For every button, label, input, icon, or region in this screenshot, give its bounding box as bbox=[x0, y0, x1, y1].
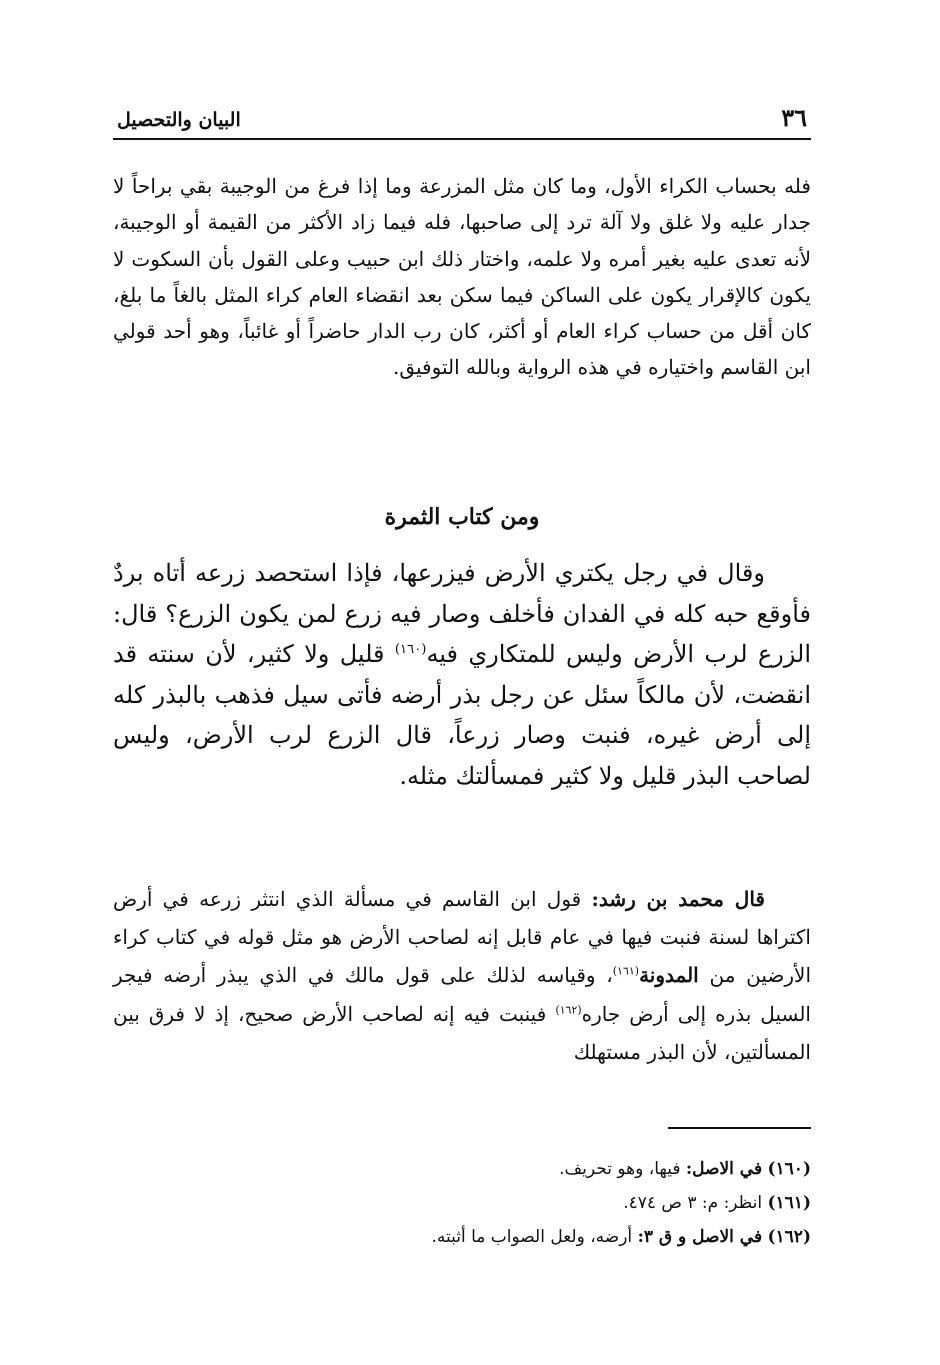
ibn-rushd-text-1: قول ابن القاسم في مسألة الذي انتثر زرعه في أرض اكتراها لسنة فنبت فيها في عام قابل إنه لصاحب الأرض هو مثل قوله في كتاب كراء الأرضين من bbox=[113, 887, 812, 988]
book-title: البيان والتحصيل bbox=[117, 109, 241, 131]
footnote-bold: في الاصل و ق ٣: bbox=[637, 1227, 763, 1247]
footnote-number: (١٦١) bbox=[767, 1193, 811, 1213]
footnote-number: (١٦٠) bbox=[767, 1159, 811, 1179]
ibn-rushd-lead: قال محمد بن رشد: bbox=[591, 887, 765, 911]
section-heading: ومن كتاب الثمرة bbox=[384, 504, 540, 530]
footnote-ref-162[interactable]: (١٦٢) bbox=[555, 1002, 582, 1016]
footnote-text: انظر: م: ٣ ص ٤٧٤. bbox=[623, 1193, 768, 1213]
ibn-rushd-paragraph bbox=[113, 880, 811, 1071]
thamra-paragraph bbox=[113, 553, 811, 797]
footnote-bold: في الاصل: bbox=[685, 1159, 763, 1179]
ibn-rushd-text-2: ، وقياسه لذلك على قول مالك في الذي يبذر أرضه فيجر السيل بذره إلى أرض جاره bbox=[113, 963, 811, 1026]
footnotes bbox=[113, 1152, 811, 1254]
thamra-text-2: قليل ولا كثير، لأن سنته قد انقضت، لأن مالكاً سئل عن رجل بذر أرضه فأتى سيل فذهب بالبذر كله إلى أرض غيره، فنبت وصار زرعاً، قال الزرع لرب الأرض، وليس لصاحب البذر قليل ولا كثير فمسألتك مثله. bbox=[113, 640, 811, 790]
mudawwana-title: المدونة bbox=[639, 963, 699, 988]
footnote-number: (١٦٢) bbox=[767, 1227, 811, 1247]
footnote-text: أرضه، ولعل الصواب ما أثبته. bbox=[431, 1227, 638, 1247]
intro-paragraph: فله بحساب الكراء الأول، وما كان مثل المزرعة وما إذا فرغ من الوجيبة بقي براحاً لا جدار عليه ولا غلق ولا آلة ترد إلى صاحبها، فله فيما زاد الأكثر من القيمة أو الوجيبة، لأنه تعدى عليه بغير أمره ولا علمه، واختار ذلك ابن حبيب وعلى القول بأن السكوت لا يكون كالإقرار يكون على الساكن فيما سكن بعد انقضاء العام كراء المثل بالغاً ما بلغ، كان أقل من حساب كراء العام أو أكثر، كان رب الدار حاضراً أو غائباً، وهو أحد قولي ابن القاسم واختياره في هذه الرواية وبالله التوفيق. bbox=[113, 174, 811, 380]
footnote-divider bbox=[668, 1127, 811, 1129]
page-number: ٣٦ bbox=[781, 103, 807, 132]
footnote-160 bbox=[113, 1152, 811, 1186]
footnote-ref-161[interactable]: (١٦١) bbox=[612, 964, 640, 978]
footnote-text: فيها، وهو تحريف. bbox=[559, 1159, 686, 1179]
footnote-161 bbox=[113, 1186, 811, 1220]
thamra-text-1: وقال في رجل يكتري الأرض فيزرعها، فإذا استحصد زرعه أتاه بردٌ فأوقع حبه كله في الفدان فأخلف وصار فيه زرع لمن يكون الزرع؟ قال: الزرع لرب الأرض وليس للمتكاري فيه bbox=[113, 559, 811, 669]
footnote-ref-160[interactable]: (١٦٠) bbox=[394, 642, 427, 658]
footnote-162 bbox=[113, 1220, 811, 1254]
running-header bbox=[113, 100, 811, 140]
ibn-rushd-text-3: فينبت فيه إنه لصاحب الأرض صحيح، إذ لا فرق بين المسألتين، لأن البذر مستهلك bbox=[113, 1001, 811, 1064]
